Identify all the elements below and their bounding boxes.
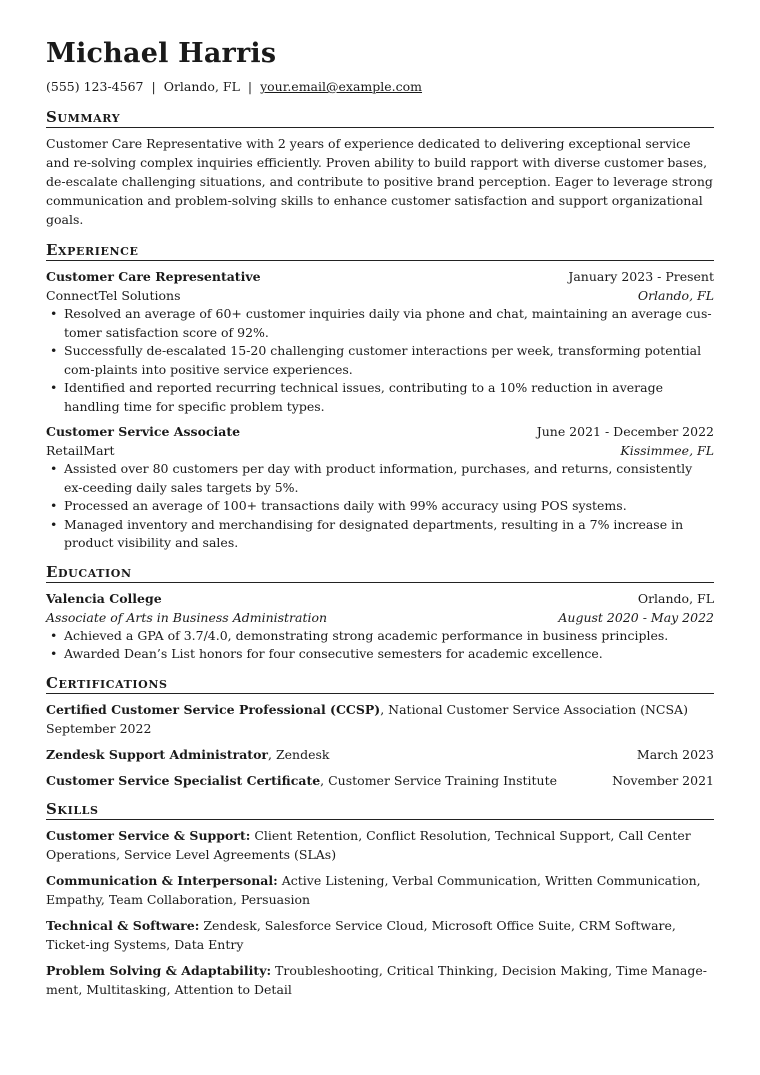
certification-issuer: , Customer Service Training Institute [320, 772, 558, 788]
job-title: Customer Service Associate [46, 424, 241, 439]
skill-label: Technical & Software: [46, 917, 200, 933]
company-name: RetailMart [46, 443, 115, 458]
skills-section [46, 800, 714, 999]
certification-date: November 2021 [612, 772, 714, 788]
certification-issuer: , Zendesk [268, 746, 330, 762]
skill-group [46, 871, 714, 909]
section-title-certifications: Certifications [46, 674, 714, 694]
skill-group [46, 916, 714, 954]
experience-section [46, 241, 714, 553]
phone-number: (555) 123-4567 [46, 79, 144, 94]
section-title-skills: Skills [46, 800, 714, 820]
separator: | [151, 79, 156, 94]
skill-group [46, 961, 714, 999]
list-item: • Successfully de-escalated 15-20 challenging customer interactions per week, transforming potential com-plaints into positive service experiences. [46, 342, 714, 379]
job-location: Kissimmee, FL [620, 443, 714, 458]
school-location: Orlando, FL [637, 590, 714, 606]
list-item: • Awarded Dean’s List honors for four consecutive semesters for academic excellence. [46, 645, 714, 664]
company-name: ConnectTel Solutions [46, 288, 181, 303]
section-title-education: Education [46, 563, 714, 583]
school-name: Valencia College [46, 590, 162, 606]
email-link[interactable]: your.email@example.com [260, 79, 423, 94]
job-entry [46, 267, 714, 416]
list-item: • Resolved an average of 60+ customer inquiries daily via phone and chat, maintaining an average cus-tomer satisfaction score of 92%. [46, 305, 714, 342]
education-bullets [46, 627, 714, 664]
skill-values: Troubleshooting, Critical Thinking, Decision Making, Time Manage-ment, Multitasking, Attention to Detail [46, 962, 708, 997]
job-dates: January 2023 - Present [568, 269, 714, 284]
certification-entry [46, 700, 714, 738]
section-title-summary: Summary [46, 108, 714, 128]
certification-issuer: , National Customer Service Association (NCSA) [380, 701, 688, 717]
skill-group [46, 826, 714, 864]
certification-date: March 2023 [636, 746, 714, 762]
job-bullets [46, 305, 714, 416]
list-item: • Achieved a GPA of 3.7/4.0, demonstrating strong academic performance in business principles. [46, 627, 714, 646]
certification-name: Zendesk Support Administrator [46, 746, 268, 762]
certification-entry [46, 745, 714, 764]
candidate-name: Michael Harris [46, 38, 277, 69]
location: Orlando, FL [163, 79, 240, 94]
job-entry [46, 422, 714, 553]
separator: | [247, 79, 253, 94]
list-item: • Processed an average of 100+ transactions daily with 99% accuracy using POS systems. [46, 497, 714, 516]
summary-section [46, 108, 714, 229]
list-item: • Assisted over 80 customers per day with product information, purchases, and returns, consistently ex-ceeding daily sales targets by 5%. [46, 460, 714, 497]
skill-values: Active Listening, Verbal Communication, Written Communication, Empathy, Team Collaboration, Persuasion [46, 872, 701, 907]
section-title-experience: Experience [46, 241, 714, 261]
certification-entry [46, 771, 714, 790]
education-section [46, 563, 714, 664]
certification-name: Certified Customer Service Professional (CCSP) [46, 701, 381, 717]
contact-line [46, 79, 714, 95]
job-title: Customer Care Representative [46, 269, 261, 284]
skill-values: Zendesk, Salesforce Service Cloud, Microsoft Office Suite, CRM Software, Ticket-ing Systems, Data Entry [46, 917, 676, 952]
skill-label: Customer Service & Support: [46, 827, 251, 843]
certifications-section [46, 674, 714, 790]
job-bullets [46, 460, 714, 553]
degree: Associate of Arts in Business Administration [46, 609, 328, 625]
skill-label: Communication & Interpersonal: [46, 872, 278, 888]
skill-values: Client Retention, Conflict Resolution, Technical Support, Call Center Operations, Service Level Agreements (SLAs) [46, 827, 691, 862]
education-dates: August 2020 - May 2022 [558, 609, 714, 625]
certification-name: Customer Service Specialist Certificate [46, 772, 321, 788]
summary-text: Customer Care Representative with 2 years of experience dedicated to delivering exceptional service and re-solving complex inquiries efficiently. Proven ability to build rapport with diverse customer bases, de-escalate challenging situations, and contribute to positive brand perception. Eager to leverage strong communication and problem-solving skills to enhance customer satisfaction and support organizational goals. [46, 136, 713, 227]
list-item: • Managed inventory and merchandising for designated departments, resulting in a 7% increase in product visibility and sales. [46, 516, 714, 553]
skill-label: Problem Solving & Adaptability: [46, 962, 272, 978]
certification-date: September 2022 [46, 720, 152, 736]
job-location: Orlando, FL [637, 288, 714, 303]
list-item: • Identified and reported recurring technical issues, contributing to a 10% reduction in average handling time for specific problem types. [46, 379, 714, 416]
job-dates: June 2021 - December 2022 [536, 424, 714, 439]
